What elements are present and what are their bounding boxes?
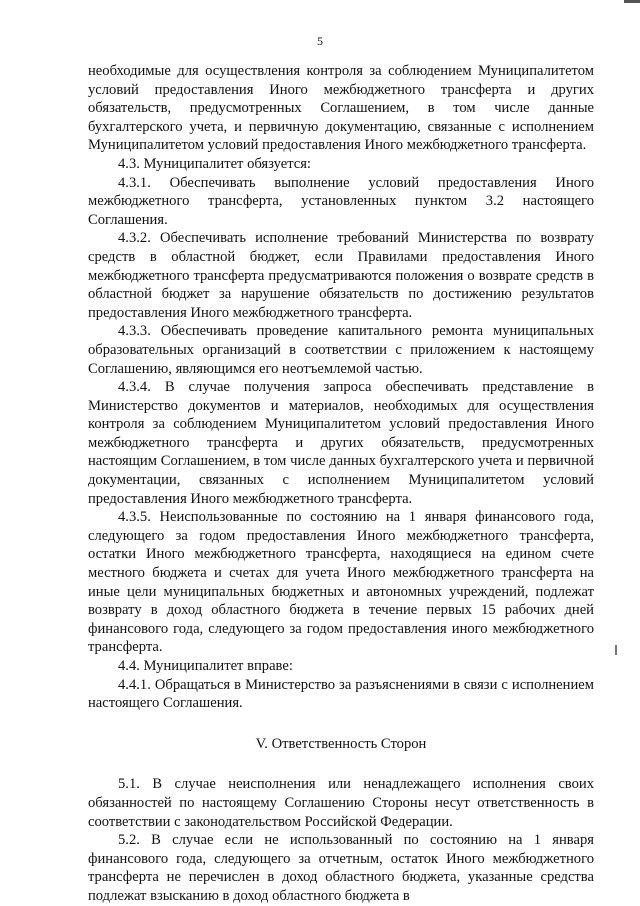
clause-4-3-5: 4.3.5. Неиспользованные по состоянию на 1 января финансового года, следующего за годом предоставления Иного межбюджетного трансферта, остатки Иного межбюджетного трансферта, находящиеся на едином счете местного бюджета и счетах для учета Иного межбюджетного трансферта на иные цели муниципальных бюджетных и автономных учреждений, подлежат возврату в доход областного бюджета в течение первых 15 рабочих дней финансового года, следующего за годом предоставления иного межбюджетного трансферта.: [88, 509, 594, 656]
clause-4-3-4: 4.3.4. В случае получения запроса обеспечивать представление в Министерство документов и материалов, необходимых для осуществления контроля за соблюдением Муниципалитетом условий предоставления Иного межбюджетного трансферта и других обязательств, предусмотренных настоящим Соглашением, в том числе данных бухгалтерского учета и первичной документации, связанных с исполнением Муниципалитетом условий предоставления Иного межбюджетного трансферта.: [88, 379, 594, 507]
clause-5-1: 5.1. В случае неисполнения или ненадлежащего исполнения своих обязанностей по настоящему Соглашению Стороны несут ответственность в соответствии с законодательством Российской Федерации.: [88, 776, 594, 830]
page-number: 5: [317, 34, 323, 48]
section-heading-v: V. Ответственность Сторон: [255, 735, 427, 752]
document-body: [88, 62, 594, 906]
clause-4-3-1: 4.3.1. Обеспечивать выполнение условий предоставления Иного межбюджетного трансферта, установленных пунктом 3.2 настоящего Соглашения.: [88, 174, 594, 228]
clause-4-3: 4.3. Муниципалитет обязуется:: [118, 155, 311, 172]
scan-edge-mark: [624, 0, 640, 3]
clause-4-3-3: 4.3.3. Обеспечивать проведение капитального ремонта муниципальных образовательных организаций в соответствии с приложением к настоящему Соглашению, являющимся его неотъемлемой частью.: [88, 323, 594, 377]
clause-4-4-1: 4.4.1. Обращаться в Министерство за разъяснениями в связи с исполнением настоящего Соглашения.: [88, 676, 594, 712]
clause-4-4: 4.4. Муниципалитет вправе:: [118, 658, 293, 674]
clause-4-3-2: 4.3.2. Обеспечивать исполнение требований Министерства по возврату средств в областной бюджет, если Правилами предоставления Иного межбюджетного трансферта предусматриваются положения о возврате средств в областной бюджет за нарушение обязательств по достижению результатов предоставления Иного межбюджетного трансферта.: [88, 230, 594, 321]
clause-5-2: 5.2. В случае если не использованный по состоянию на 1 января финансового года, следующего за отчетным, остаток Иного межбюджетного трансферта не перечислен в доход областного бюджета, указанные средства подлежат взысканию в доход областного бюджета в: [88, 832, 594, 904]
scan-margin-mark: [615, 645, 617, 655]
paragraph-continuation: необходимые для осуществления контроля за соблюдением Муниципалитетом условий предоставления Иного межбюджетного трансферта и других обязательств, предусмотренных Соглашением, в том числе данные бухгалтерского учета, и первичную документацию, связанные с исполнением Муниципалитетом условий предоставления Иного межбюджетного трансферта.: [88, 63, 594, 154]
